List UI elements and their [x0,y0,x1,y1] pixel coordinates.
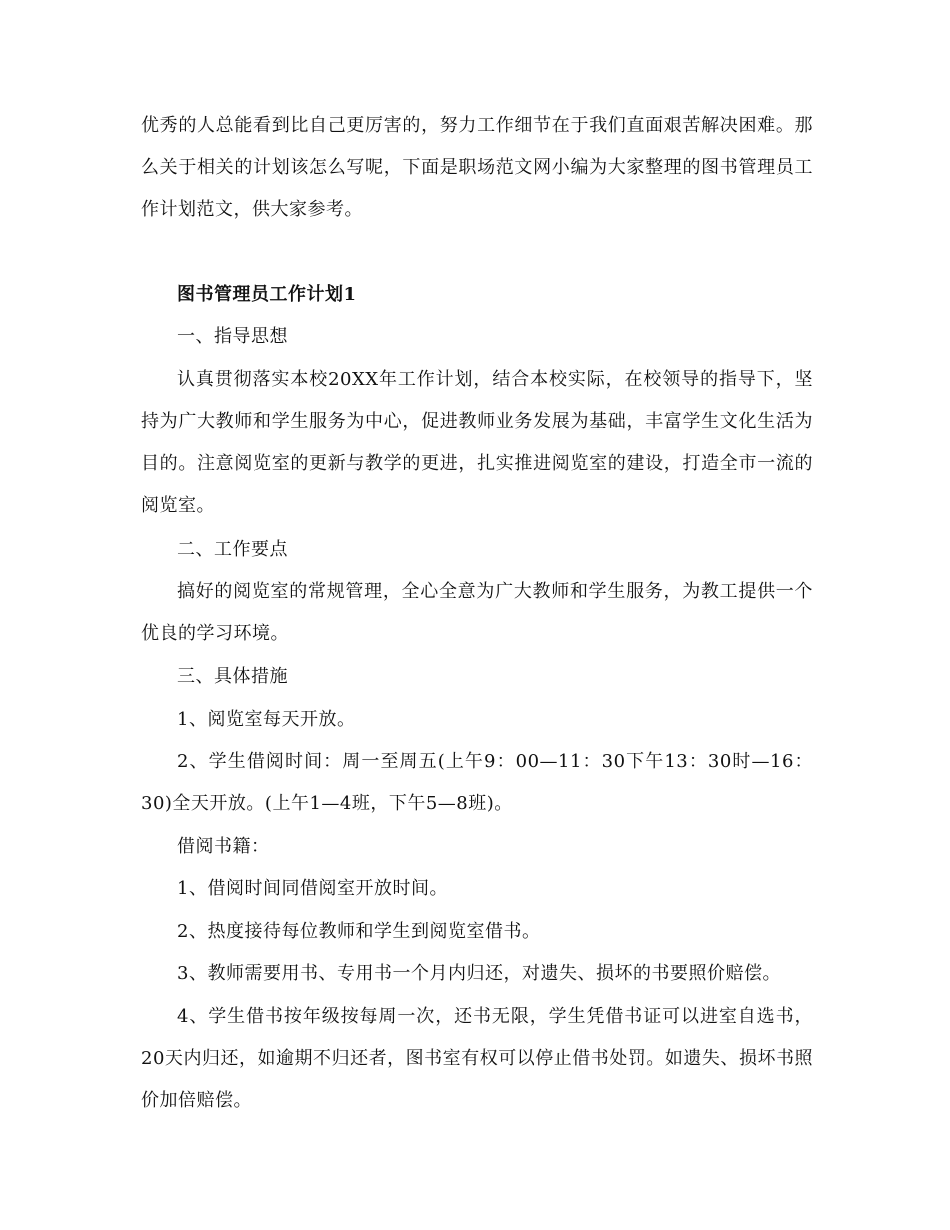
section-1-heading: 一、指导思想 [177,326,288,347]
intro-paragraph: 优秀的人总能看到比自己更厉害的，努力工作细节在于我们直面艰苦解决困难。那么关于相关的计划该怎么写呢，下面是职场范文网小编为大家整理的图书管理员工作计划范文，供大家参考。 [141,115,813,220]
plan-title: 图书管理员工作计划1 [177,284,357,305]
section-2-body: 搞好的阅览室的常规管理，全心全意为广大教师和学生服务，为教工提供一个优良的学习环境。 [141,581,813,644]
section-1-body: 认真贯彻落实本校20XX年工作计划，结合本校实际，在校领导的指导下，坚持为广大教师和学生服务为中心，促进教师业务发展为基础，丰富学生文化生活为目的。注意阅览室的更新与教学的更进，扎实推进阅览室的建设，打造全市一流的阅览室。 [141,369,813,516]
borrow-rule-1: 1、借阅时间同借阅室开放时间。 [177,878,448,899]
section-3-heading: 三、具体措施 [177,666,288,687]
borrow-rule-3: 3、教师需要用书、专用书一个月内归还，对遗失、损坏的书要照价赔偿。 [177,963,781,984]
borrow-heading: 借阅书籍： [177,836,270,857]
borrow-rule-4: 4、学生借书按年级按每周一次，还书无限，学生凭借书证可以进室自选书，20天内归还，如逾期不归还者，图书室有权可以停止借书处罚。如遗失、损坏书照价加倍赔偿。 [141,1006,813,1111]
measure-2: 2、学生借阅时间：周一至周五(上午9：00—11：30下午13：30时—16：30)全天开放。(上午1—4班，下午5—8班)。 [141,751,813,814]
borrow-rule-2: 2、热度接待每位教师和学生到阅览室借书。 [177,921,541,942]
measure-1: 1、阅览室每天开放。 [177,709,356,730]
section-2-heading: 二、工作要点 [177,539,288,560]
